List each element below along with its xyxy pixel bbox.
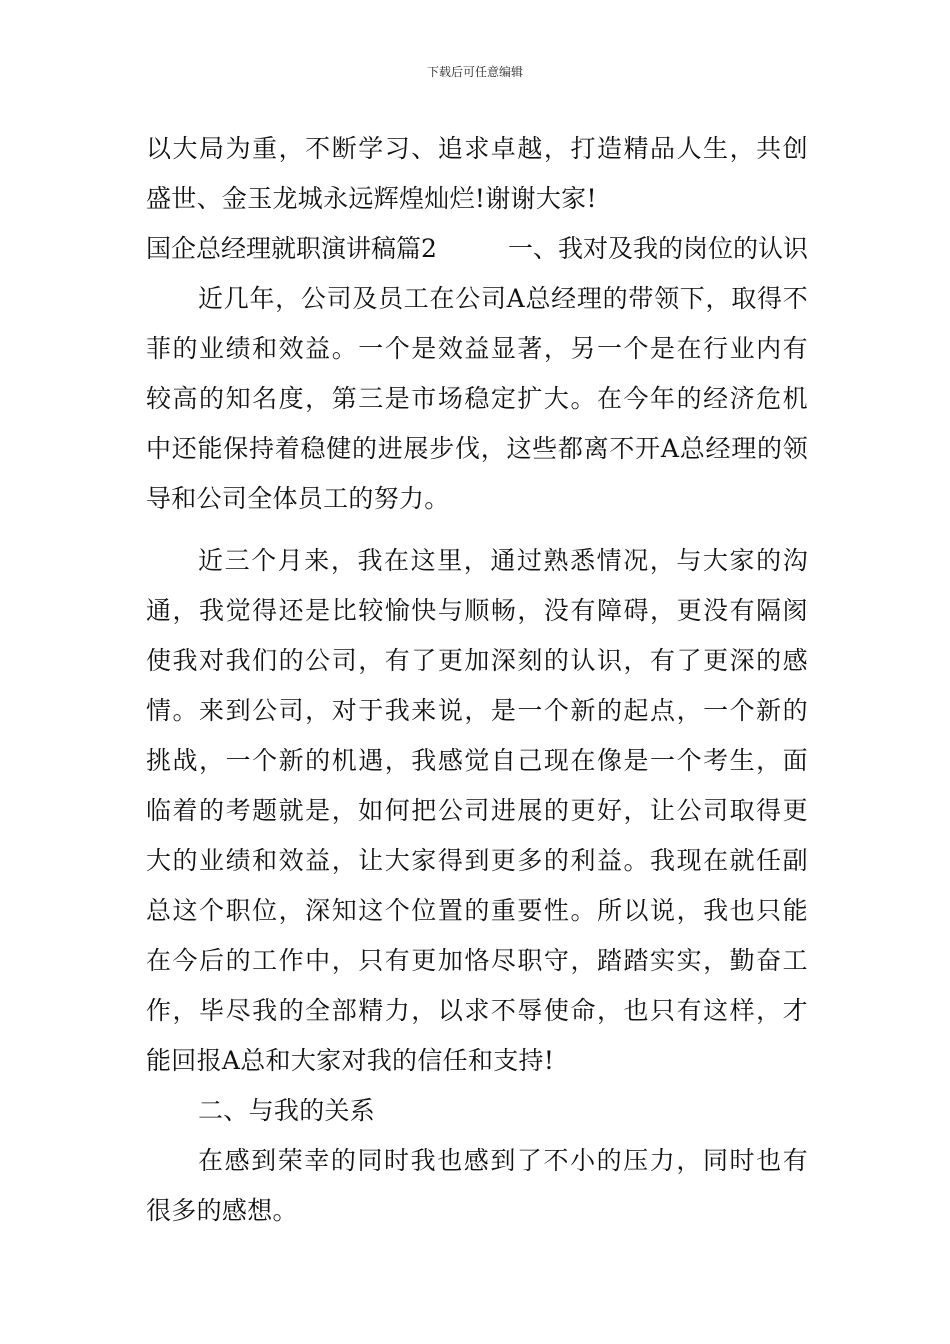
paragraph-1 [146,274,808,524]
document-body [146,124,808,1236]
page-header: 下载后可任意编辑 [426,65,523,79]
text-line: 盛世、金玉龙城永远辉煌灿烂!谢谢大家! [146,184,597,213]
text-line: 近三个月来，我在这里，通过熟悉情况，与大家的沟 [198,546,808,575]
section-heading-2: 二、与我的关系 [198,1096,376,1125]
text-line: 能回报A总和大家对我的信任和支持! [146,1046,555,1075]
speech-title: 国企总经理就职演讲稿篇2 [146,234,437,263]
section-title-line [146,224,808,274]
text-line: 以大局为重，不断学习、追求卓越，打造精品人生，共创 [146,134,808,163]
section-heading-1: 一、我对及我的岗位的认识 [507,234,808,263]
text-line: 使我对我们的公司，有了更加深刻的认识，有了更深的感 [146,646,808,675]
text-line: 作，毕尽我的全部精力，以求不辱使命，也只有这样，才 [146,996,808,1025]
text-line: 菲的业绩和效益。一个是效益显著，另一个是在行业内有 [146,334,808,363]
text-line: 中还能保持着稳健的进展步伐，这些都离不开A总经理的领 [146,434,808,463]
text-line: 近几年，公司及员工在公司A总经理的带领下，取得不 [198,284,808,313]
paragraph-closing [146,124,808,224]
text-line: 通，我觉得还是比较愉快与顺畅，没有障碍，更没有隔阂 [146,596,808,625]
paragraph-2 [146,536,808,1086]
text-line: 在感到荣幸的同时我也感到了不小的压力，同时也有 [198,1146,808,1175]
text-line: 挑战，一个新的机遇，我感觉自己现在像是一个考生，面 [146,746,808,775]
text-line: 临着的考题就是，如何把公司进展的更好，让公司取得更 [146,796,808,825]
text-line: 大的业绩和效益，让大家得到更多的利益。我现在就任副 [146,846,808,875]
text-line: 在今后的工作中，只有更加恪尽职守，踏踏实实，勤奋工 [146,946,808,975]
text-line: 很多的感想。 [146,1196,298,1225]
text-line: 导和公司全体员工的努力。 [146,484,450,513]
text-line: 情。来到公司，对于我来说，是一个新的起点，一个新的 [146,696,808,725]
paragraph-3 [146,1136,808,1236]
text-line: 总这个职位，深知这个位置的重要性。所以说，我也只能 [146,896,808,925]
text-line: 较高的知名度，第三是市场稳定扩大。在今年的经济危机 [146,384,808,413]
